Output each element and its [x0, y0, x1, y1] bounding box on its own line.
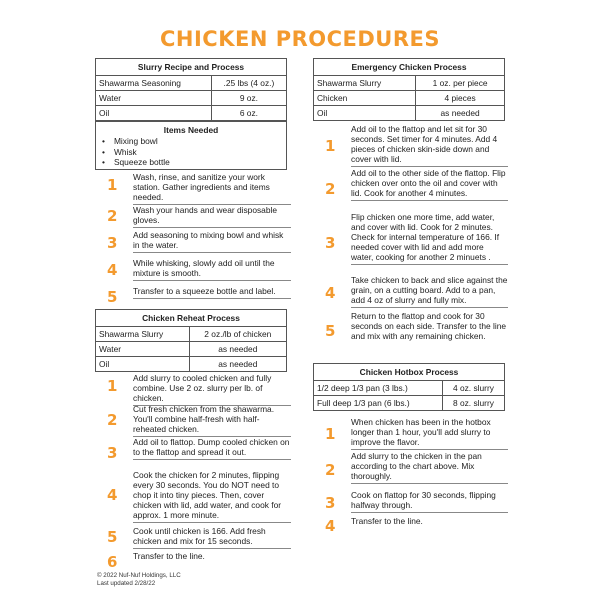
table-cell: 1/2 deep 1/3 pan (3 lbs.) — [314, 381, 443, 396]
table-row — [96, 91, 287, 106]
copyright: © 2022 Nuf-Nuf Holdings, LLC — [97, 572, 181, 579]
step-number: 2 — [107, 207, 118, 225]
step-text: Add oil to flattop. Dump cooled chicken on to the flattop and spread it out. — [133, 437, 291, 460]
step-number: 5 — [325, 322, 336, 340]
step-text: Cook the chicken for 2 minutes, flipping every 30 seconds. You do NOT need to chop it into tiny pieces. Then, cover chicken with lid, add water, and cook for approx. 1 more minute. — [133, 470, 291, 523]
step-number: 1 — [325, 137, 336, 155]
step-number: 4 — [325, 517, 336, 535]
emergency-table — [313, 58, 505, 121]
step-number: 5 — [107, 528, 118, 546]
step-text: Add slurry to cooled chicken and fully combine. Use 2 oz. slurry per lb. of chicken. — [133, 373, 291, 406]
step-number: 5 — [107, 288, 118, 306]
table-cell: Shawarma Slurry — [314, 76, 416, 91]
table-cell: 6 oz. — [211, 106, 286, 121]
step-text: Wash your hands and wear disposable gloves. — [133, 205, 291, 228]
table-row — [314, 91, 505, 106]
table-cell: as needed — [189, 342, 286, 357]
table-cell: Shawarma Slurry — [96, 327, 190, 342]
step-text: Cut fresh chicken from the shawarma. You'll combine half-fresh with half-reheated chicken. — [133, 404, 291, 437]
step-number: 4 — [107, 486, 118, 504]
hotbox-header: Chicken Hotbox Process — [314, 364, 505, 381]
step-text: Transfer to the line. — [351, 516, 423, 526]
step-text: Transfer to a squeeze bottle and label. — [133, 286, 291, 299]
table-row — [314, 106, 505, 121]
table-cell: 9 oz. — [211, 91, 286, 106]
table-cell: Water — [96, 91, 212, 106]
items-needed-box — [95, 121, 287, 170]
step-text: Add oil to the flattop and let sit for 30 seconds. Set timer for 4 minutes. Add 4 pieces of chicken skin-side down and cover with lid. — [351, 124, 508, 167]
slurry-recipe-table — [95, 58, 287, 121]
step-text: Cook on flattop for 30 seconds, flipping halfway through. — [351, 490, 508, 513]
table-row — [314, 396, 505, 411]
table-cell: 2 oz./lb of chicken — [189, 327, 286, 342]
step-number: 2 — [107, 411, 118, 429]
last-updated: Last updated 2/28/22 — [97, 580, 156, 587]
step-text: Add oil to the other side of the flattop. Flip chicken over onto the oil and cover with lid. Cook for another 4 minutes. — [351, 168, 508, 201]
list-item: • Mixing bowl — [102, 136, 286, 147]
step-text: When chicken has been in the hotbox longer than 1 hour, you'll add slurry to improve the flavor. — [351, 417, 508, 450]
step-number: 1 — [325, 425, 336, 443]
step-number: 2 — [325, 180, 336, 198]
step-text: Add seasoning to mixing bowl and whisk in the water. — [133, 230, 291, 253]
list-item: • Whisk — [102, 147, 286, 158]
table-cell: .25 lbs (4 oz.) — [211, 76, 286, 91]
reheat-table — [95, 309, 287, 372]
table-cell: as needed — [416, 106, 505, 121]
step-text: Take chicken to back and slice against the grain, on a cutting board. Add to a pan, add 4 oz of slurry and fully mix. — [351, 275, 508, 308]
table-row — [314, 381, 505, 396]
step-number: 3 — [107, 444, 118, 462]
step-text: Cook until chicken is 166. Add fresh chicken and mix for 15 seconds. — [133, 526, 291, 549]
table-row — [314, 76, 505, 91]
step-number: 1 — [107, 377, 118, 395]
step-text: Transfer to the line. — [133, 551, 205, 561]
table-row — [96, 106, 287, 121]
step-number: 2 — [325, 461, 336, 479]
footer — [97, 572, 181, 588]
table-cell: 4 pieces — [416, 91, 505, 106]
step-number: 4 — [107, 261, 118, 279]
step-text: Return to the flattop and cook for 30 seconds on each side. Transfer to the line and mix with any remaining chicken. — [351, 311, 507, 341]
page-title: CHICKEN PROCEDURES — [159, 27, 440, 51]
table-cell: Water — [96, 342, 190, 357]
items-needed-header: Items Needed — [163, 125, 219, 135]
step-text: Wash, rinse, and sanitize your work station. Gather ingredients and items needed. — [133, 172, 291, 205]
table-cell: 4 oz. slurry — [442, 381, 504, 396]
reheat-header: Chicken Reheat Process — [96, 310, 287, 327]
table-cell: 1 oz. per piece — [416, 76, 505, 91]
table-cell: Oil — [314, 106, 416, 121]
step-number: 6 — [107, 553, 118, 571]
step-text: Add slurry to the chicken in the pan according to the chart above. Mix thoroughly. — [351, 451, 508, 484]
step-number: 3 — [325, 494, 336, 512]
step-number: 3 — [107, 234, 118, 252]
table-cell: Shawarma Seasoning — [96, 76, 212, 91]
table-cell: Oil — [96, 106, 212, 121]
list-item: • Squeeze bottle — [102, 157, 286, 168]
step-number: 3 — [325, 234, 336, 252]
table-cell: as needed — [189, 357, 286, 372]
table-row — [96, 357, 287, 372]
emergency-header: Emergency Chicken Process — [314, 59, 505, 76]
step-number: 4 — [325, 284, 336, 302]
table-row — [96, 342, 287, 357]
table-cell: Full deep 1/3 pan (6 lbs.) — [314, 396, 443, 411]
table-row — [96, 76, 287, 91]
table-row — [96, 327, 287, 342]
table-cell: Oil — [96, 357, 190, 372]
step-number: 1 — [107, 176, 118, 194]
slurry-recipe-header: Slurry Recipe and Process — [96, 59, 287, 76]
step-text: Flip chicken one more time, add water, and cover with lid. Cook for 2 minutes. Check for internal temperature of 166. If needed cover with lid and add more water, cooking for another 2 minuets . — [351, 212, 508, 265]
hotbox-table — [313, 363, 505, 411]
table-cell: 8 oz. slurry — [442, 396, 504, 411]
table-cell: Chicken — [314, 91, 416, 106]
step-text: While whisking, slowly add oil until the mixture is smooth. — [133, 258, 291, 281]
